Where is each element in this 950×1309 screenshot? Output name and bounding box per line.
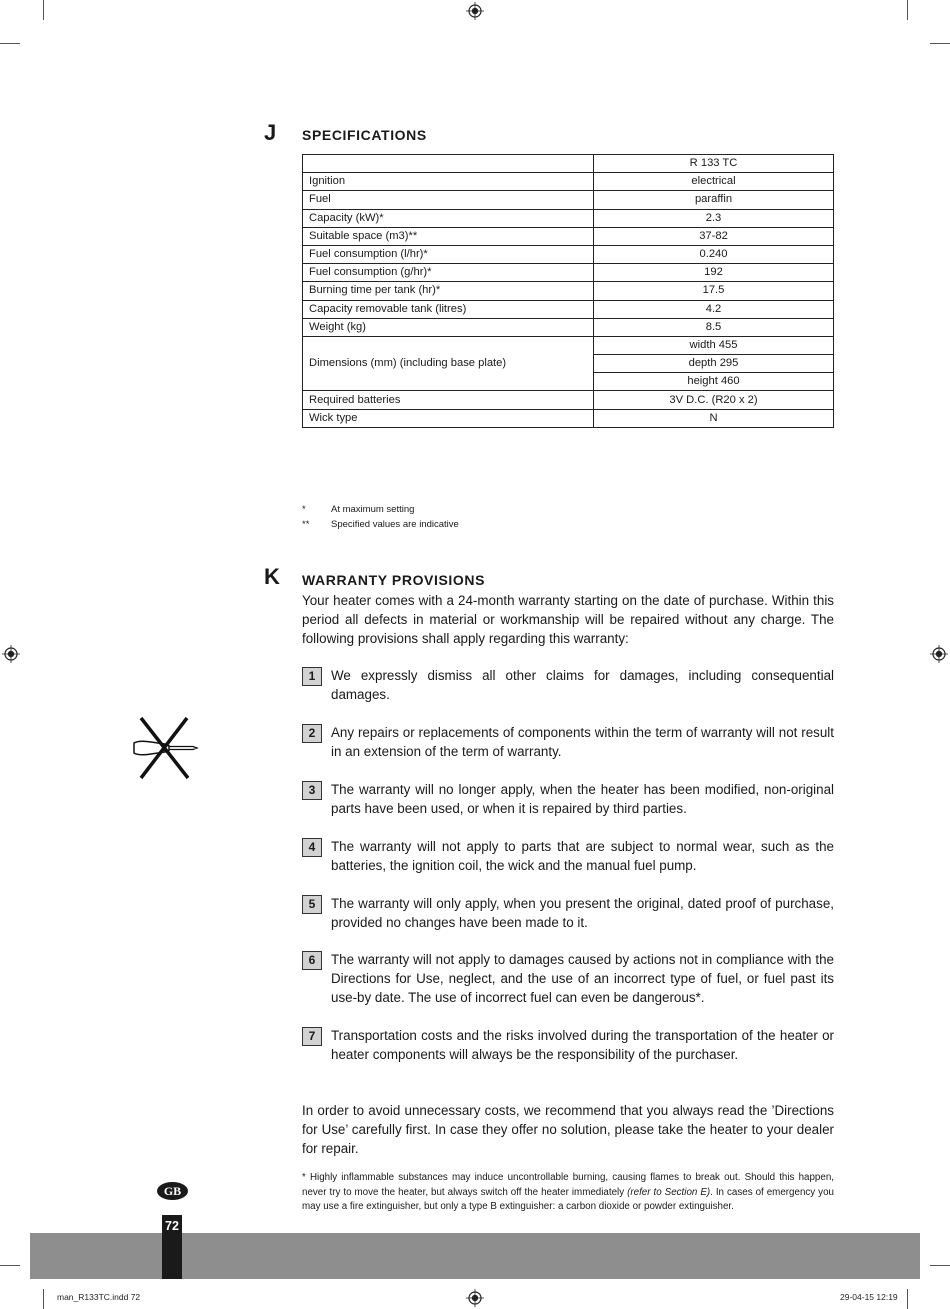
warranty-footnote <box>302 1171 834 1215</box>
warranty-item <box>302 666 834 704</box>
crop-mark <box>43 0 44 20</box>
file-slug: man_R133TC.indd 72 <box>57 1292 141 1302</box>
warranty-item <box>302 780 834 818</box>
spec-row <box>303 264 834 282</box>
item-number: 6 <box>302 951 322 970</box>
spec-value-cell: electrical <box>594 173 834 191</box>
item-number: 3 <box>302 781 322 800</box>
spec-label-cell: Dimensions (mm) (including base plate) <box>303 336 594 391</box>
warranty-item <box>302 837 834 875</box>
item-text: The warranty will not apply to damages caused by actions not in compliance with the Directions for Use, neglect, and the use of an incorrect type of fuel, or fuel past its use-by date. The use of incorrect fuel can even be dangerous*. <box>331 952 834 1005</box>
spec-row <box>303 227 834 245</box>
spec-row <box>303 391 834 409</box>
warranty-item <box>302 723 834 761</box>
no-screwdriver-icon <box>131 715 201 781</box>
warranty-intro: Your heater comes with a 24-month warranty starting on the date of purchase. Within this period all defects in material or workmanship will be repaired without any charge. The following provisions shall apply regarding this warranty: <box>302 593 834 646</box>
spec-value-cell: 2.3 <box>594 209 834 227</box>
crop-mark <box>930 1265 950 1266</box>
crop-mark <box>930 43 950 44</box>
spec-row <box>303 409 834 427</box>
warranty-closing: In order to avoid unnecessary costs, we recommend that you always read the ’Directions for Use’ carefully first. In case they offer no solution, please take the heater to your dealer for repair. <box>302 1103 834 1156</box>
spec-row <box>303 173 834 191</box>
warranty-item <box>302 894 834 932</box>
crop-mark <box>0 43 20 44</box>
footnote-mark: ** <box>302 519 310 530</box>
footnote-text: Specified values are indicative <box>331 519 459 530</box>
spec-row <box>303 191 834 209</box>
footnote-mark: * <box>302 504 306 515</box>
spec-value-cell: N <box>594 409 834 427</box>
spec-header-row <box>303 155 834 173</box>
spec-label-cell: Burning time per tank (hr)* <box>303 282 594 300</box>
warranty-item <box>302 950 834 1007</box>
spec-row <box>303 209 834 227</box>
item-number: 5 <box>302 895 322 914</box>
date-slug: 29-04-15 12:19 <box>840 1292 898 1302</box>
spec-row <box>303 245 834 263</box>
spec-label-cell: Suitable space (m3)** <box>303 227 594 245</box>
section-letter-j: J <box>264 120 277 145</box>
item-number: 4 <box>302 838 322 857</box>
item-text: The warranty will only apply, when you present the original, dated proof of purchase, provided no changes have been made to it. <box>331 896 834 930</box>
footnote-text: * Highly inflammable substances may induce uncontrollable burning, causing flames to break out. Should this happen, never try to move the heater, but always switch off the heater immediately <box>302 1172 834 1198</box>
spec-label-cell: Wick type <box>303 409 594 427</box>
spec-value-cell: 17.5 <box>594 282 834 300</box>
spec-label-cell: Capacity (kW)* <box>303 209 594 227</box>
item-text: Transportation costs and the risks involved during the transportation of the heater or heater components will always be the responsibility of the purchaser. <box>331 1028 834 1062</box>
spec-label-cell: Ignition <box>303 173 594 191</box>
specifications-table <box>302 154 834 428</box>
spec-label-cell <box>303 155 594 173</box>
spec-value-cell: 4.2 <box>594 300 834 318</box>
item-number: 1 <box>302 667 322 686</box>
spec-label-cell: Required batteries <box>303 391 594 409</box>
spec-row <box>303 318 834 336</box>
spec-value-cell: 3V D.C. (R20 x 2) <box>594 391 834 409</box>
spec-value-cell: height 460 <box>594 373 834 391</box>
spec-value-cell: 8.5 <box>594 318 834 336</box>
item-number: 7 <box>302 1027 322 1046</box>
footnote <box>302 504 414 515</box>
spec-value-cell: 37-82 <box>594 227 834 245</box>
registration-mark-icon <box>930 645 948 663</box>
spec-value-cell: depth 295 <box>594 355 834 373</box>
footnote-reference: (refer to Section E) <box>627 1186 711 1198</box>
spec-value-cell: width 455 <box>594 336 834 354</box>
registration-mark-icon <box>2 645 20 663</box>
crop-mark <box>43 1289 44 1309</box>
spec-value-cell: R 133 TC <box>594 155 834 173</box>
spec-label-cell: Weight (kg) <box>303 318 594 336</box>
language-badge: GB <box>157 1182 188 1200</box>
spec-value-cell: paraffin <box>594 191 834 209</box>
crop-mark <box>0 1265 20 1266</box>
footnote-text: At maximum setting <box>331 504 415 515</box>
registration-mark-icon <box>466 1289 484 1307</box>
page-number: 72 <box>165 1219 179 1233</box>
item-text: We expressly dismiss all other claims for damages, including consequential damages. <box>331 668 834 702</box>
item-text: The warranty will not apply to parts that are subject to normal wear, such as the batteries, the ignition coil, the wick and the manual fuel pump. <box>331 839 834 873</box>
spec-label-cell: Fuel consumption (g/hr)* <box>303 264 594 282</box>
footnote-text: . In cases of emergency you may use a fire extinguisher, but only a type B extinguisher: a carbon dioxide or powder extinguisher. <box>302 1186 834 1212</box>
spec-label-cell: Fuel consumption (l/hr)* <box>303 245 594 263</box>
registration-mark-icon <box>466 2 484 20</box>
spec-label-cell: Fuel <box>303 191 594 209</box>
section-title-warranty: WARRANTY PROVISIONS <box>302 572 486 588</box>
section-letter-k: K <box>264 564 280 589</box>
crop-mark <box>907 1289 908 1309</box>
spec-value-cell: 192 <box>594 264 834 282</box>
section-title-specifications: SPECIFICATIONS <box>302 127 427 143</box>
item-text: The warranty will no longer apply, when the heater has been modified, non-original parts have been used, or when it is repaired by third parties. <box>331 782 834 816</box>
spec-label-cell: Capacity removable tank (litres) <box>303 300 594 318</box>
crop-mark <box>907 0 908 20</box>
spec-row-dimensions <box>303 336 834 354</box>
item-text: Any repairs or replacements of components within the term of warranty will not result in an extension of the term of warranty. <box>331 725 834 759</box>
spec-row <box>303 300 834 318</box>
item-number: 2 <box>302 724 322 743</box>
footnote <box>302 519 459 530</box>
spec-row <box>303 282 834 300</box>
warranty-item <box>302 1026 834 1064</box>
spec-value-cell: 0.240 <box>594 245 834 263</box>
